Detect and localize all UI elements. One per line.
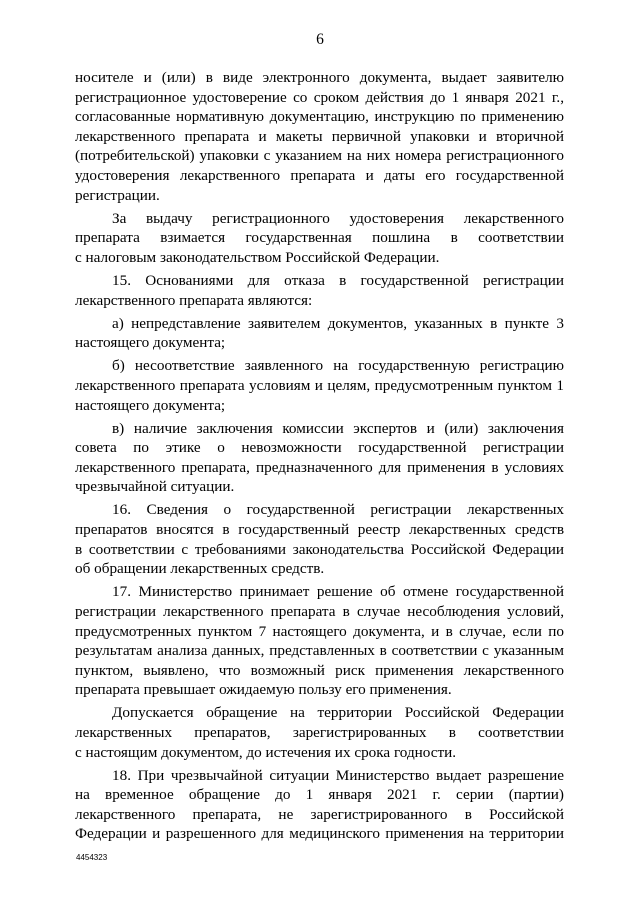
text-line: регистрационное удостоверение со сроком действия до 1 января 2021 г.,: [75, 88, 564, 106]
text-line: регистрации лекарственного препарата в случае несоблюдения условий,: [75, 602, 564, 620]
text-line: об обращении лекарственных средств.: [75, 560, 325, 578]
text-line: препарата взимается государственная пошлина в соответствии: [75, 229, 564, 247]
text-line: лекарственного препарата, не зарегистрированного в Российской: [75, 805, 564, 823]
text-line: 18. При чрезвычайной ситуации Министерство выдает разрешение: [112, 766, 564, 784]
text-line: 17. Министерство принимает решение об отмене государственной: [112, 583, 564, 601]
text-line: настоящего документа;: [75, 334, 226, 352]
text-line: удостоверения лекарственного препарата и даты его государственной: [75, 166, 564, 184]
text-line: лекарственных препаратов, зарегистрированных в соответствии: [75, 724, 564, 741]
text-line: пунктом, выявлено, что возможный риск применения лекарственного: [75, 661, 564, 679]
document-body: [75, 68, 564, 844]
text-line: на временное обращение до 1 января 2021 г. серии (партии): [75, 786, 564, 804]
text-line: (потребительской) упаковки с указанием на них номера регистрационного: [75, 147, 564, 165]
text-line: согласованные нормативную документацию, инструкцию по применению: [75, 108, 564, 126]
text-line: лекарственного препарата, предназначенного для применения в условиях: [75, 458, 564, 476]
text-line: 16. Сведения о государственной регистрации лекарственных: [112, 501, 564, 519]
text-line: Допускается обращение на территории Российской Федерации: [112, 704, 564, 722]
text-line: с налоговым законодательством Российской Федерации.: [75, 248, 440, 266]
document-code: 4454323: [76, 853, 108, 862]
text-line: а) непредставление заявителем документов, указанных в пункте 3: [112, 314, 564, 332]
text-line: препарата превышает ожидаемую пользу его применения.: [75, 681, 452, 699]
text-line: регистрации.: [75, 186, 160, 204]
text-line: лекарственного препарата условиям и целям, предусмотренным пунктом 1: [75, 376, 564, 394]
text-line: в соответствии с требованиями законодательства Российской Федерации: [75, 540, 564, 558]
text-line: носителе и (или) в виде электронного документа, выдает заявителю: [75, 69, 564, 86]
text-line: настоящего документа;: [75, 396, 226, 414]
text-line: б) несоответствие заявленного на государственную регистрацию: [112, 357, 564, 375]
page-number: 6: [316, 31, 324, 48]
text-line: лекарственного препарата являются:: [75, 291, 313, 309]
text-line: результатам анализа данных, представленных в соответствии с указанным: [75, 642, 564, 660]
text-line: лекарственного препарата и макеты первичной упаковки и вторичной: [75, 127, 564, 145]
text-line: в) наличие заключения комиссии экспертов и (или) заключения: [112, 419, 564, 437]
text-line: с настоящим документом, до истечения их срока годности.: [75, 743, 457, 761]
text-line: предусмотренных пунктом 7 настоящего документа, и в случае, если по: [75, 622, 564, 640]
text-line: препаратов вносятся в государственный реестр лекарственных средств: [75, 521, 564, 539]
text-line: Федерации и разрешенного для медицинского применения на территории: [75, 825, 564, 843]
text-line: За выдачу регистрационного удостоверения лекарственного: [112, 209, 564, 227]
text-line: 15. Основаниями для отказа в государственной регистрации: [112, 271, 564, 289]
text-line: совета по этике о невозможности государственной регистрации: [75, 439, 564, 457]
text-line: чрезвычайной ситуации.: [75, 478, 235, 496]
